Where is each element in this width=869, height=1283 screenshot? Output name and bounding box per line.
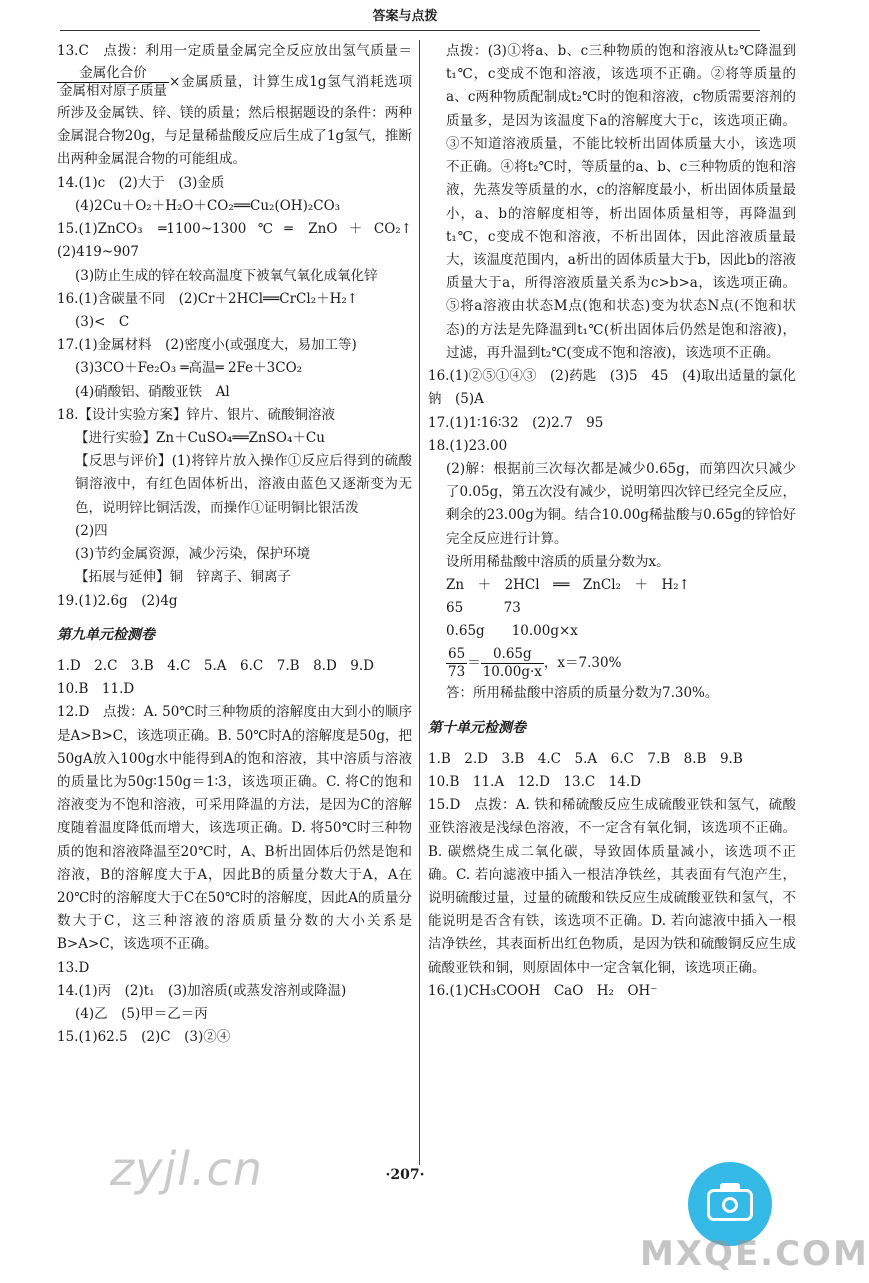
unit10-answer-15: 15.D 点拨：A. 铁和稀硫酸反应生成硫酸亚铁和氢气，硫酸亚铁溶液是浅绿色溶液，不一定含有氧化铜，该选项不正确。B. 碳燃烧生成二氧化碳，导致固体质量减小，该选项不正确。C. 若向滤液中插入一根洁净铁丝，其表面有气泡产生，说明硫酸过量，过量的硫酸和铁反应生成硫酸亚铁和氢气，不能说明是否含有铁，该选项不正确。D. 若向滤液中插入一根洁净铁丝，其表面析出红色物质，是因为铁和硫酸铜反应生成硫酸亚铁和铜，则原固体中一定含氧化铜，该选项正确。 xyxy=(428,797,796,976)
watermark-mxqe: MXQE.COM xyxy=(640,1234,869,1274)
fraction-denominator: 金属相对原子质量 xyxy=(59,83,167,100)
camera-lens xyxy=(722,1197,738,1213)
page-number: ·207· xyxy=(385,1167,425,1183)
answer-18-line6: 【拓展与延伸】铜 锌离子、铜离子 xyxy=(75,569,291,586)
left-column xyxy=(57,40,426,1050)
equals-sign: ＝ xyxy=(467,654,481,671)
answer-18-line4: (2)四 xyxy=(75,522,108,539)
unit10-answers-line2: 10.B 11.A 12.D 13.C 14.D xyxy=(428,773,641,790)
section-heading-unit-10: 第十单元检测卷 xyxy=(428,719,526,736)
unit9-answer-18-final: 答：所用稀盐酸中溶质的质量分数为7.30%。 xyxy=(446,685,719,702)
section-heading-unit-9: 第九单元检测卷 xyxy=(57,626,155,643)
proportion-equation xyxy=(428,644,796,683)
answer-17-line2: (3)3CO＋Fe₂O₃ ═高温═ 2Fe＋3CO₂ xyxy=(75,360,303,377)
answer-18-line5: (3)节约金属资源，减少污染，保护环境 xyxy=(75,546,311,563)
unit9-answer-13: 13.D xyxy=(57,959,90,976)
unit9-answers-line1: 1.D 2.C 3.B 4.C 5.A 6.C 7.B 8.D 9.D xyxy=(57,657,374,674)
unit9-answer-17: 17.(1)1∶16∶32 (2)2.7 95 xyxy=(428,414,604,431)
relative-masses: 65 73 xyxy=(446,600,521,617)
reaction-equation: Zn ＋ 2HCl ══ ZnCl₂ ＋ H₂↑ xyxy=(446,577,690,594)
unit9-answer-18-line1: 18.(1)23.00 xyxy=(428,437,508,454)
answer-18-line3: 【反思与评价】(1)将锌片放入操作①反应后得到的硫酸铜溶液中，有红色固体析出，溶液由蓝色又逐渐变为无色，说明锌比铜活泼，而操作①证明铜比银活泼 xyxy=(75,453,412,516)
watermark-zyjl: zyjl.cn xyxy=(110,1142,263,1196)
header-rule xyxy=(60,30,760,31)
answer-16-line2: (3)< C xyxy=(75,313,130,330)
unit10-answer-16: 16.(1)CH₃COOH CaO H₂ OH⁻ xyxy=(428,982,658,999)
fraction-denominator: 73 xyxy=(448,663,466,680)
fraction-numerator: 0.65g xyxy=(481,646,544,664)
right-column xyxy=(428,40,796,1003)
unit10-answers-line1: 1.B 2.D 3.B 4.C 5.A 6.C 7.B 8.B 9.B xyxy=(428,750,743,767)
result-value: ，x＝7.30% xyxy=(543,654,622,671)
answer-15-line2: (3)防止生成的锌在较高温度下被氧气氧化成氧化锌 xyxy=(75,267,378,284)
column-divider xyxy=(419,40,420,1165)
answer-14-line1: 14.(1)c (2)大于 (3)金质 xyxy=(57,174,225,191)
unit9-answer-14-line1: 14.(1)丙 (2)t₁ (3)加溶质(或蒸发溶剂或降温) xyxy=(57,982,347,999)
unit9-answer-15: 15.(1)62.5 (2)C (3)②④ xyxy=(57,1029,231,1046)
unit9-answer-14-line2: (4)乙 (5)甲＝乙＝丙 xyxy=(75,1006,208,1023)
answer-13 xyxy=(57,40,412,172)
unit9-answer-18-assume: 设所用稀盐酸中溶质的质量分数为x。 xyxy=(446,553,670,570)
unit9-answers-line2: 10.B 11.D xyxy=(57,681,135,698)
answer-17-line3: (4)硝酸铝、硝酸亚铁 Al xyxy=(75,383,230,400)
actual-masses: 0.65g 10.00g×x xyxy=(446,623,578,640)
fraction-denominator: 10.00g·x xyxy=(482,663,542,680)
fraction-numerator: 65 xyxy=(448,645,466,662)
fraction-65-73 xyxy=(446,646,467,681)
unit9-answer-15-explanation: 点拨：(3)①将a、b、c三种物质的饱和溶液从t₂℃降温到t₁℃，c变成不饱和溶液，该选项不正确。②将等质量的a、c两种物质配制成t₂℃时的饱和溶液，c物质需要溶剂的质量多，是因为该温度下a的溶解度大于c，该选项正确。③不知道溶液质量，不能比较析出固体质量大小，该选项不正确。④将t₂℃时，等质量的a、b、c三种物质的饱和溶液，先蒸发等质量的水，c的溶解度最小，析出固体质量最小，a、b的溶解度相等，析出固体质量相等，再降温到t₁℃，c变成不饱和溶液，不析出固体，因此溶液质量最大，该温度范围内，a析出的固体质量大于b，因此b的溶液质量大于a，所得溶液质量关系为c>b>a，该选项正确。⑤将a溶液由状态M点(饱和状态)变为状态N点(不饱和状态)的方法是先降温到t₁℃(析出固体后仍然是饱和溶液)，过滤，再升温到t₂℃(变成不饱和溶液)，该选项不正确。 xyxy=(446,43,796,361)
answer-16-line1: 16.(1)含碳量不同 (2)Cr＋2HCl══CrCl₂＋H₂↑ xyxy=(57,290,359,307)
answer-19: 19.(1)2.6g (2)4g xyxy=(57,592,178,609)
unit9-answer-12: 12.D 点拨：A. 50℃时三种物质的溶解度由大到小的顺序是A>B>C，该选项正确。B. 50℃时A的溶解度是50g，把50gA放入100g水中能得到A的饱和溶液，其中溶质与溶液的质量比为50g∶150g＝1∶3，该选项正确。C. 将C的饱和溶液变为不饱和溶液，可采用降温的方法，是因为C的溶解度随着温度降低而增大，该选项正确。D. 将50℃时三种物质的饱和溶液降温至20℃时，A、B析出固体后仍然是饱和溶液，B的溶解度大于A，因此B的质量分数大于A，A在20℃时的溶解度大于C在50℃时的溶解度，因此A的质量分数大于C，这三种溶液的溶质质量分数的大小关系是B>A>C，该选项不正确。 xyxy=(57,704,412,953)
answer-14-line2: (4)2Cu＋O₂＋H₂O＋CO₂══Cu₂(OH)₂CO₃ xyxy=(75,197,341,214)
unit9-answer-16: 16.(1)②⑤①④③ (2)药匙 (3)5 45 (4)取出适量的氯化钠 (5)A xyxy=(428,368,796,408)
answer-13-rest: ×金属质量，计算生成1g氢气消耗选项所涉及金属铁、锌、镁的质量；然后根据题设的条件：两种金属混合物20g，与足量稀盐酸反应后生成了1g氢气，推断出两种金属混合物的可能组成。 xyxy=(57,74,412,168)
answer-17-line1: 17.(1)金属材料 (2)密度小(或强度大，易加工等) xyxy=(57,337,357,354)
fraction-numerator: 金属化合价 xyxy=(57,65,169,83)
answer-15-line1: 15.(1)ZnCO₃ ═1100~1300℃═ ZnO＋CO₂↑ (2)419~907 xyxy=(57,221,426,261)
fraction-valence-over-mass xyxy=(57,65,169,100)
page-header: 答案与点拨 xyxy=(372,9,438,24)
answer-18-line1: 18.【设计实验方案】锌片、银片、硫酸铜溶液 xyxy=(57,406,335,423)
unit9-answer-18-solution: (2)解：根据前三次每次都是减少0.65g，而第四次只减少了0.05g，第五次没有减少，说明第四次锌已经完全反应，剩余的23.00g为铜。结合10.00g稀盐酸与0.65g的锌恰好完全反应进行计算。 xyxy=(446,460,796,547)
answer-18-line2: 【进行实验】Zn＋CuSO₄══ZnSO₄＋Cu xyxy=(75,430,325,447)
answer-13-intro: 13.C 点拨：利用一定质量金属完全反应放出氢气质量＝ xyxy=(57,43,412,59)
fraction-mass-ratio xyxy=(481,646,544,681)
